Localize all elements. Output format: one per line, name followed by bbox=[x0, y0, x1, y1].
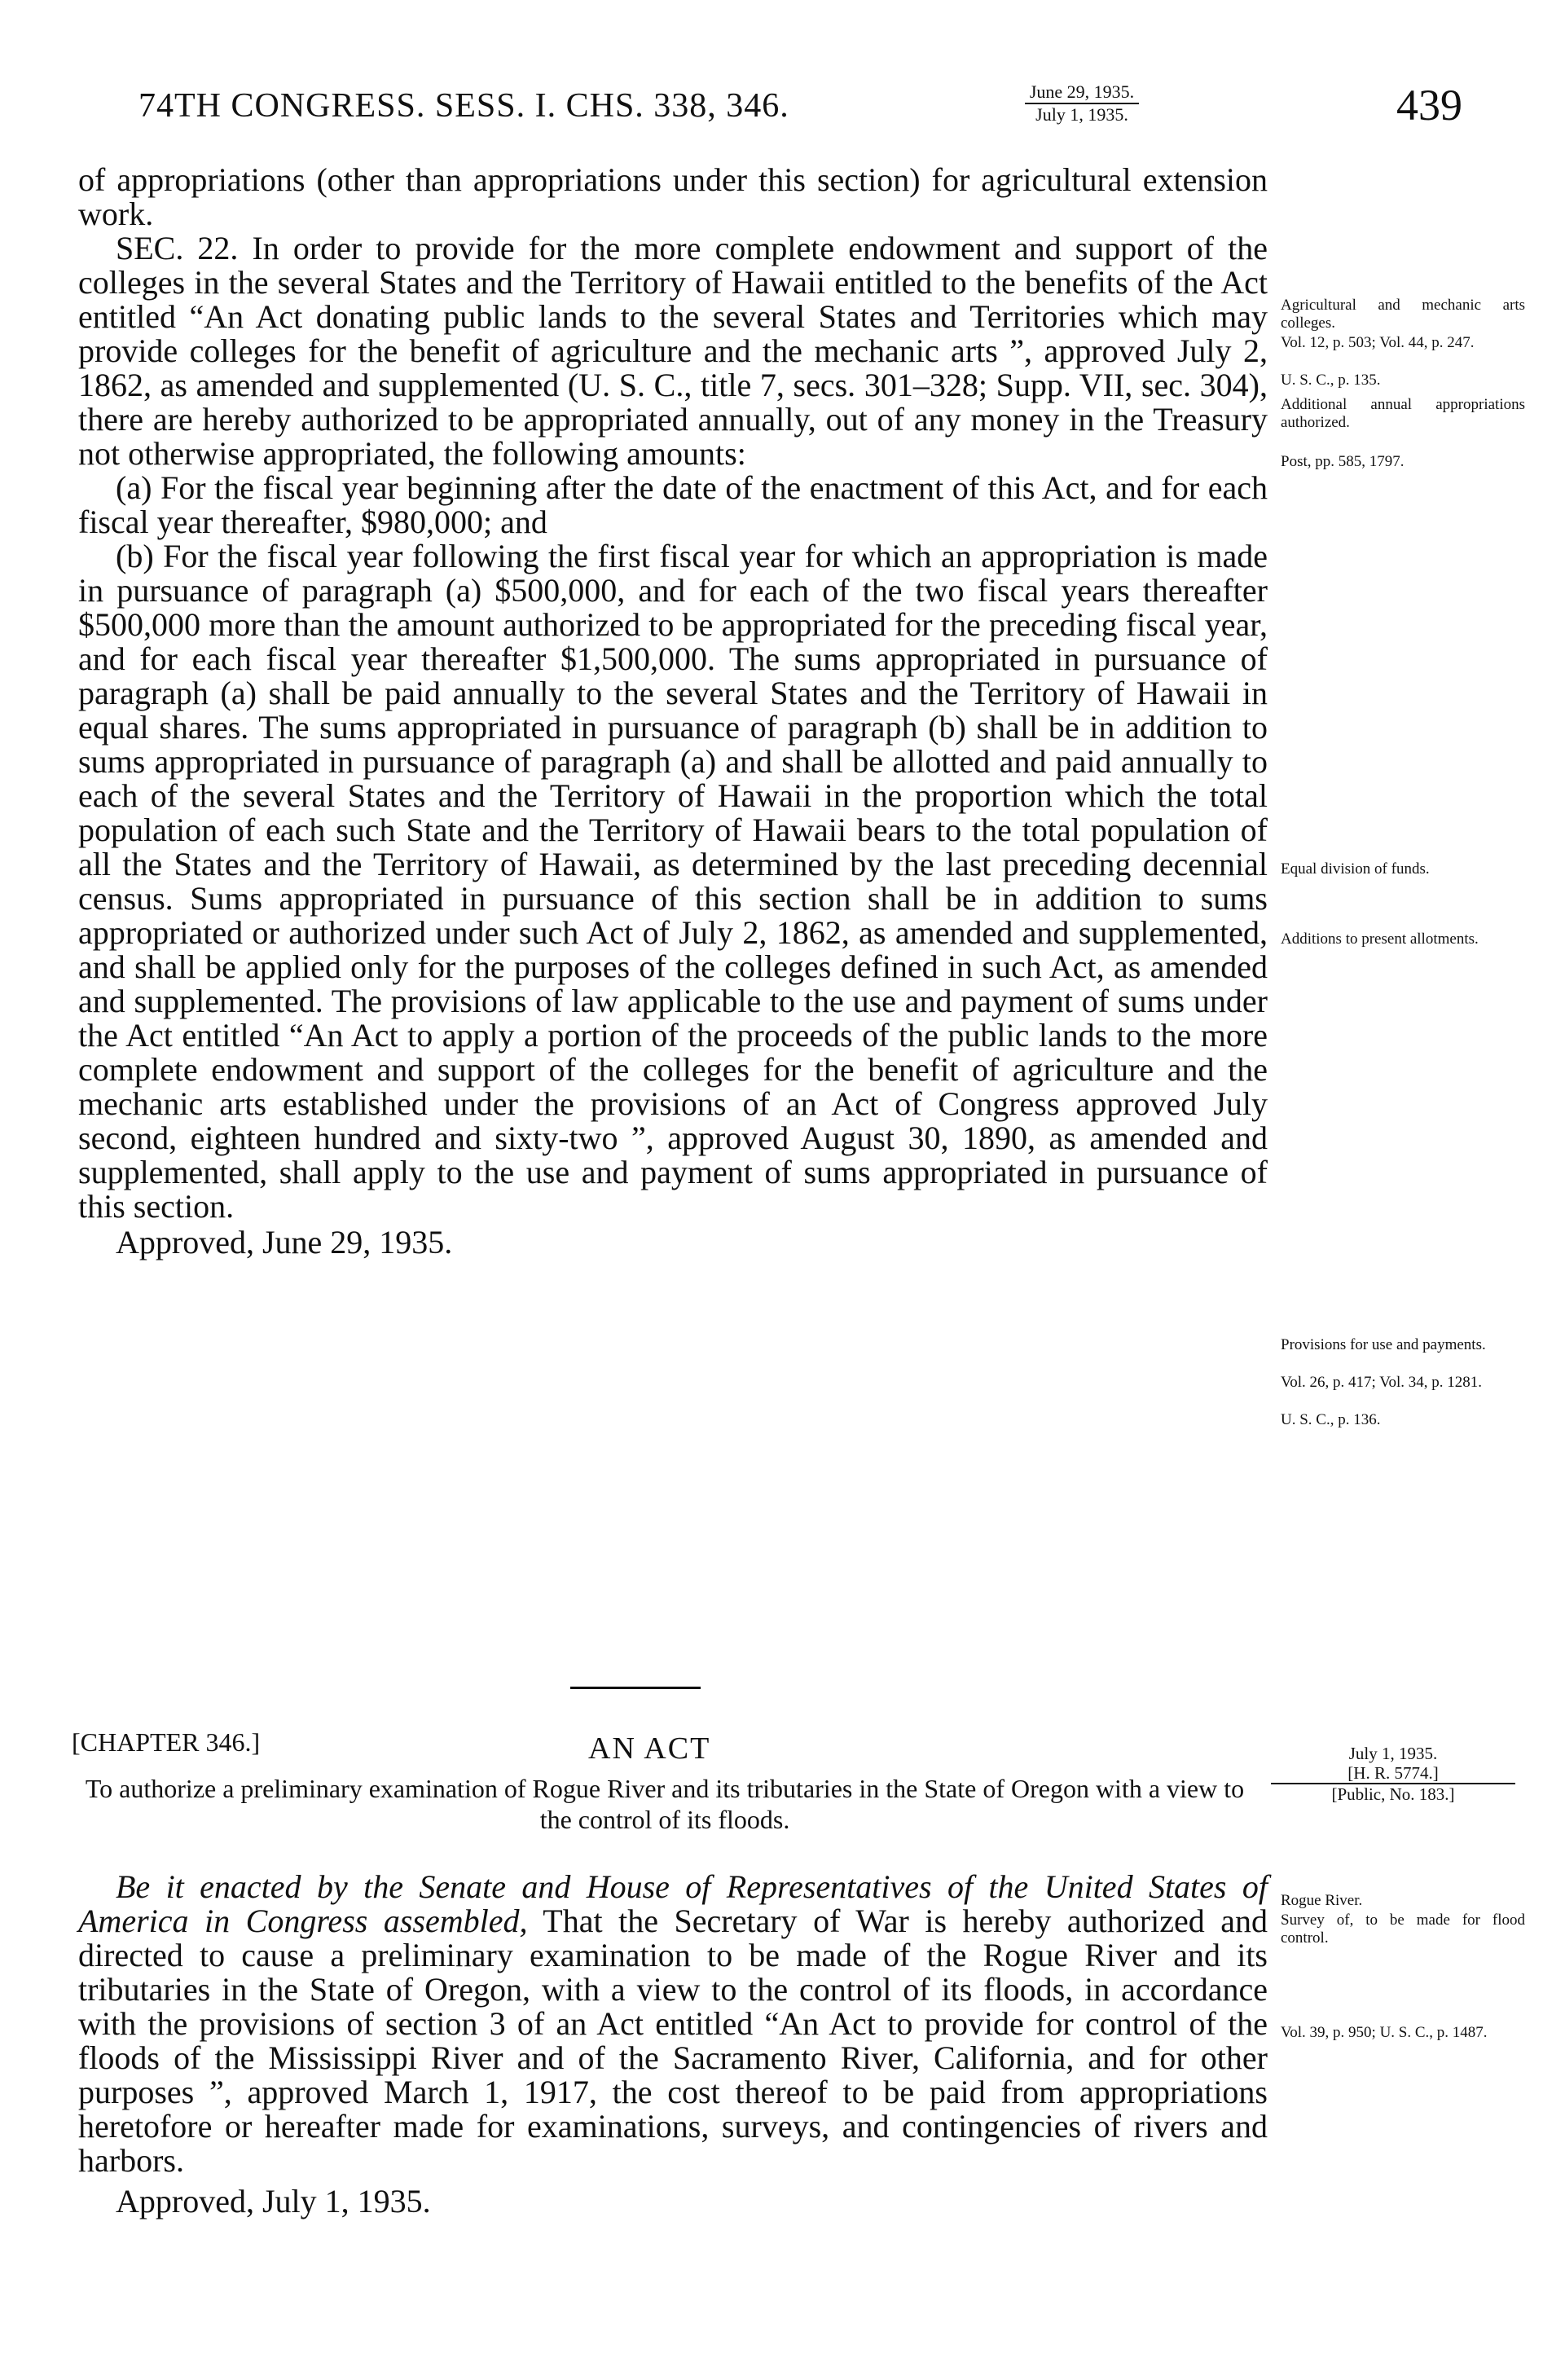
enacting-body: That the Secretary of War is hereby authorized and directed to cause a preliminary examination to be made of the Rogue River and its tributaries in the State of Oregon, with a view to the control of its floods, in accordance with the provisions of section 3 of an Act entitled “An Act to provide for control of the floods of the Mississippi River and of the Sacramento River, California, and for other purposes ”, approved March 1, 1917, the cost thereof to be paid from appropriations heretofore or hereafter made for examinations, surveys, and contingencies of rivers and harbors. bbox=[78, 1903, 1268, 2179]
margin-note-additional: Additional annual appropriations authorized. bbox=[1281, 396, 1525, 431]
page-number: 439 bbox=[1396, 81, 1462, 130]
enacting-paragraph bbox=[78, 1870, 1268, 2178]
chapter-346-text bbox=[78, 1870, 1268, 2219]
approved-july: Approved, July 1, 1935. bbox=[116, 2183, 431, 2219]
margin-note-survey: Survey of, to be made for flood control. bbox=[1281, 1911, 1525, 1947]
margin-note-vol39: Vol. 39, p. 950; U. S. C., p. 1487. bbox=[1281, 2024, 1488, 2041]
chapter-label: [CHAPTER 346.] bbox=[72, 1727, 261, 1757]
section-divider bbox=[570, 1687, 701, 1689]
margin-note-equal-division: Equal division of funds. bbox=[1281, 860, 1430, 878]
act-title: To authorize a preliminary examination of Rogue River and its tributaries in the State of Oregon with a view to the control of its floods. bbox=[85, 1774, 1245, 1834]
sec22-paragraph-b: (b) For the fiscal year following the first fiscal year for which an appropriation is made in pursuance of paragraph (a) $500,000, and for each of the two fiscal years thereafter $500,000 more than the amount authorized to be appropriated for the preceding fiscal year, and for each fiscal year thereafter $1,500,000. The sums appropriated in pursuance of paragraph (a) shall be paid annually to the several States and the Territory of Hawaii in equal shares. The sums appropriated in pursuance of paragraph (b) shall be in addition to sums appropriated in pursuance of paragraph (a) and shall be allotted and paid annually to each of the several States and the Territory of Hawaii in the proportion which the total population of each such State and the Territory of Hawaii bears to the total population of all the States and the Territory of Hawaii, as determined by the last preceding decennial census. Sums appropriated in pursuance of this section shall be in addition to sums appropriated or authorized under such Act of July 2, 1862, as amended and supplemented, and shall be applied only for the purposes of the colleges defined in such Act, as amended and supplemented. The provisions of law applicable to the use and payment of sums under the Act entitled “An Act to apply a portion of the proceeds of the public lands to the more complete endowment and support of the colleges for the benefit of agriculture and the mechanic arts established under the provisions of an Act of Congress approved July second, eighteen hundred and sixty-two ”, approved August 30, 1890, as amended and supplemented, shall apply to the use and payment of sums appropriated in pursuance of this section. bbox=[78, 538, 1268, 1225]
margin-note-additions: Additions to present allotments. bbox=[1281, 930, 1479, 948]
header-date bbox=[1025, 81, 1139, 125]
margin-note-vol26: Vol. 26, p. 417; Vol. 34, p. 1281. bbox=[1281, 1374, 1483, 1391]
bill-number: [H. R. 5774.] bbox=[1271, 1763, 1515, 1784]
header-date-bottom: July 1, 1935. bbox=[1035, 104, 1128, 125]
sec22-paragraph-1: SEC. 22. In order to provide for the more complete endowment and support of the colleges in the several States and the Territory of Hawaii entitled to the benefits of the Act entitled “An Act donating public lands to the several States and Territories which may provide colleges for the benefit of agriculture and the mechanic arts ”, approved July 2, 1862, as amended and supplemented (U. S. C., title 7, secs. 301–328; Supp. VII, sec. 304), there are hereby authorized to be appropriated annually, out of any money in the Treasury not otherwise appropriated, the following amounts: bbox=[78, 230, 1268, 472]
margin-note-usc135: U. S. C., p. 135. bbox=[1281, 372, 1381, 389]
header-date-top: June 29, 1935. bbox=[1025, 81, 1139, 104]
margin-note-post: Post, pp. 585, 1797. bbox=[1281, 453, 1405, 470]
sec22-paragraph-a: (a) For the fiscal year beginning after the date of the enactment of this Act, and for each fiscal year thereafter, $980,000; and bbox=[78, 469, 1268, 540]
running-head: 74TH CONGRESS. SESS. I. CHS. 338, 346. bbox=[138, 87, 789, 125]
margin-note-provisions: Provisions for use and payments. bbox=[1281, 1336, 1486, 1353]
lead-paragraph: of appropriations (other than appropriations under this section) for agricultural extension work. bbox=[78, 161, 1268, 232]
act-heading: AN ACT bbox=[588, 1731, 711, 1766]
margin-note-vol12: Vol. 12, p. 503; Vol. 44, p. 247. bbox=[1281, 334, 1475, 351]
public-number: [Public, No. 183.] bbox=[1331, 1784, 1455, 1804]
enacting-clause: Be it enacted by the Senate and House of Representatives of the United States of America in Congress assembled, bbox=[78, 1868, 1268, 1939]
bill-date: July 1, 1935. bbox=[1348, 1744, 1438, 1763]
page-header bbox=[70, 28, 1496, 158]
margin-note-rogue-river: Rogue River. bbox=[1281, 1892, 1363, 1909]
section-22-text bbox=[78, 163, 1268, 1260]
approved-june: Approved, June 29, 1935. bbox=[116, 1224, 453, 1260]
bill-reference bbox=[1271, 1744, 1515, 1804]
margin-note-usc136: U. S. C., p. 136. bbox=[1281, 1411, 1381, 1428]
margin-note-agricultural: Agricultural and mechanic arts colleges. bbox=[1281, 297, 1525, 332]
